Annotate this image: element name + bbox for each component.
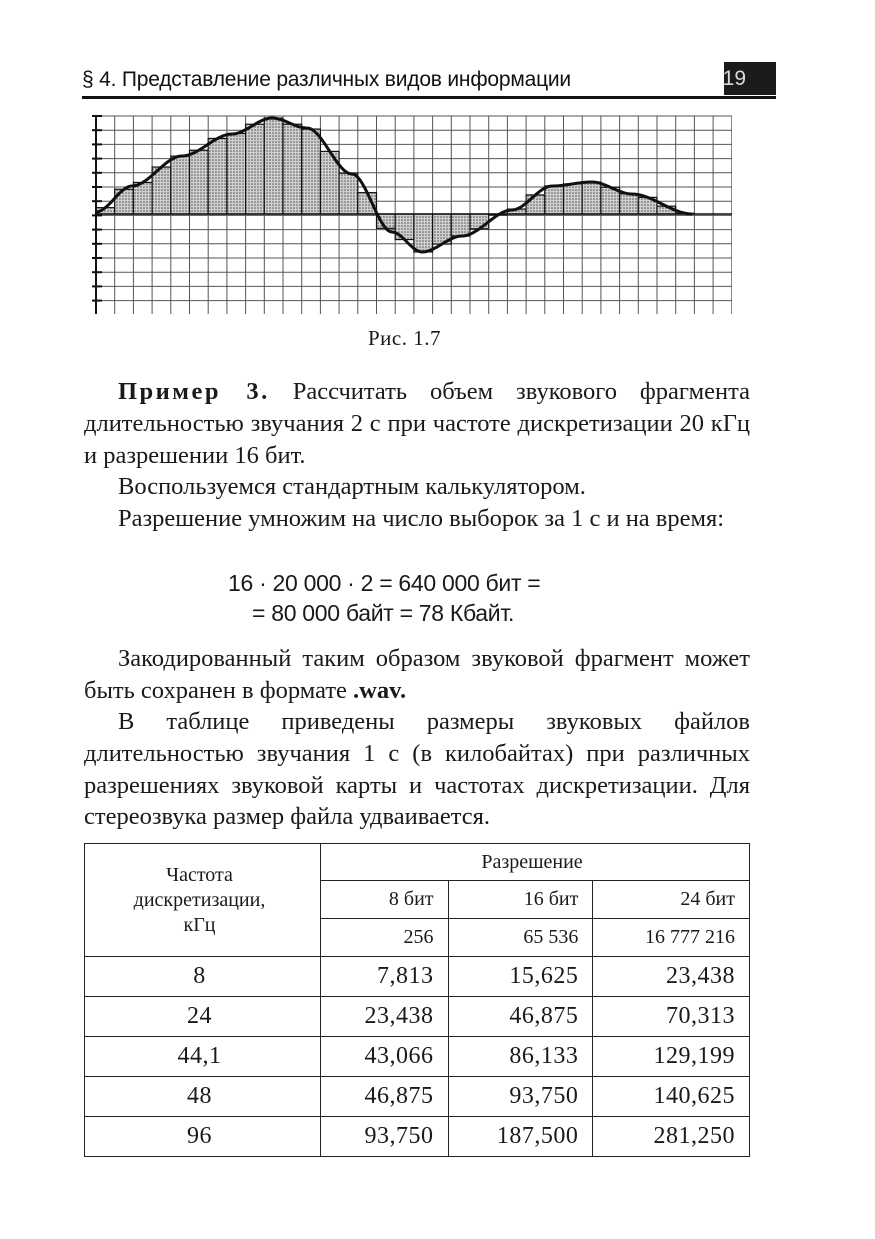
header-title: § 4. Представление различных видов информации — [82, 68, 571, 91]
table-cell: 15,625 — [448, 957, 593, 997]
table-row — [85, 957, 750, 997]
sample-bar — [526, 195, 545, 214]
sampling-waveform-figure — [92, 114, 732, 320]
running-header — [82, 64, 776, 99]
table-cell-frequency: 8 — [85, 957, 321, 997]
sample-bar — [283, 124, 302, 214]
resolution-8bit: 8 бит — [321, 881, 449, 919]
formula-line-2: = 80 000 байт = 78 Кбайт. — [252, 600, 515, 626]
sample-bar — [414, 214, 433, 252]
sample-bar — [264, 118, 283, 214]
table-row — [85, 1117, 750, 1157]
table-cell: 46,875 — [448, 997, 593, 1037]
sample-bar — [470, 214, 489, 229]
table-cell: 187,500 — [448, 1117, 593, 1157]
sample-bar — [227, 133, 246, 214]
table-cell: 23,438 — [321, 997, 449, 1037]
paragraph-method — [84, 503, 750, 535]
table-row — [85, 1037, 750, 1077]
levels-16bit: 65 536 — [448, 919, 593, 957]
sample-bar — [246, 124, 265, 214]
example-paragraph — [84, 376, 750, 471]
sample-bar — [115, 189, 134, 214]
resolution-24bit: 24 бит — [593, 881, 750, 919]
example-text: Рассчитать объем звукового фрагмента длительностью звучания 2 с при частоте дискретизации 20 кГц и разрешении 16 бит. — [84, 378, 750, 469]
file-size-table — [84, 843, 750, 1157]
sample-bar — [564, 184, 583, 214]
sample-bar — [208, 138, 227, 214]
table-cell: 86,133 — [448, 1037, 593, 1077]
example-label: Пример 3. — [118, 378, 270, 405]
page-number: 19 — [722, 67, 746, 90]
table-cell: 43,066 — [321, 1037, 449, 1077]
table-cell: 140,625 — [593, 1077, 750, 1117]
sample-bar — [339, 173, 358, 214]
paragraph-wav-format — [84, 643, 750, 707]
levels-8bit: 256 — [321, 919, 449, 957]
paragraph-calculator-text: Воспользуемся стандартным калькулятором. — [118, 473, 586, 500]
paragraph-table-intro-text: В таблице приведены размеры звуковых файлов длительностью звучания 1 с (в килобайтах) при различных разрешениях звуковой карты и частотах дискретизации. Для стереозвука размер файла удваивается. — [84, 708, 750, 831]
table-cell: 129,199 — [593, 1037, 750, 1077]
paragraph-calculator — [84, 471, 750, 503]
sample-bar — [190, 150, 209, 214]
sample-bar — [582, 182, 601, 214]
table-cell: 93,750 — [448, 1077, 593, 1117]
table-row — [85, 1077, 750, 1117]
table-cell: 46,875 — [321, 1077, 449, 1117]
sample-bar — [133, 182, 152, 214]
paragraph-table-intro — [84, 706, 750, 833]
table-cell: 281,250 — [593, 1117, 750, 1157]
sample-bar — [545, 186, 564, 214]
table-cell: 70,313 — [593, 997, 750, 1037]
table-cell: 7,813 — [321, 957, 449, 997]
sample-bar — [171, 156, 190, 214]
frequency-column-header: Частота дискретизации, кГц — [85, 844, 321, 957]
table-row — [85, 997, 750, 1037]
resolution-16bit: 16 бит — [448, 881, 593, 919]
sample-bar — [620, 194, 639, 214]
table-cell: 23,438 — [593, 957, 750, 997]
resolution-header: Разрешение — [321, 844, 750, 881]
wav-format-label: .wav. — [353, 676, 407, 704]
levels-24bit: 16 777 216 — [593, 919, 750, 957]
table-cell-frequency: 48 — [85, 1077, 321, 1117]
paragraph-method-text: Разрешение умножим на число выборок за 1 с и на время: — [118, 505, 725, 532]
table-cell-frequency: 96 — [85, 1117, 321, 1157]
table-cell-frequency: 24 — [85, 997, 321, 1037]
paragraph-wav-text: Закодированный таким образом звуковой фрагмент может быть сохранен в формате — [84, 645, 750, 704]
formula-line-1: 16 · 20 000 · 2 = 640 000 бит = — [228, 570, 541, 596]
sample-bar — [451, 214, 470, 236]
table-cell-frequency: 44,1 — [85, 1037, 321, 1077]
table-cell: 93,750 — [321, 1117, 449, 1157]
sample-bar — [302, 129, 321, 214]
figure-caption: Рис. 1.7 — [368, 326, 441, 350]
